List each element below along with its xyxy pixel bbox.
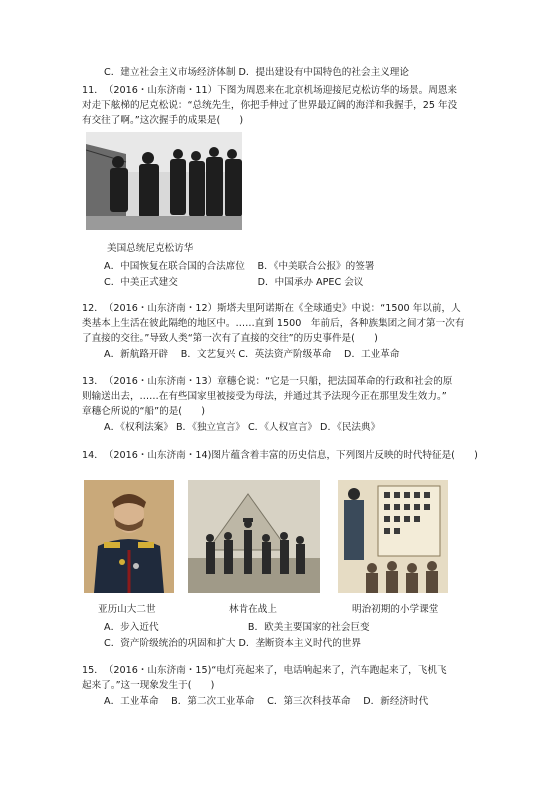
q15-options: A．工业革命 B．第二次工业革命 C．第三次科技革命 D．新经济时代 [104, 696, 429, 707]
meiji-classroom-picture [338, 480, 448, 593]
lincoln-battlefield-photo [188, 480, 320, 593]
q14-option-cd: C．资产阶级统治的巩固和扩大 D．垄断资本主义时代的世界 [104, 638, 361, 649]
q11-option-ab: A．中国恢复在联合国的合法席位 B．《中美联合公报》的签署 [104, 261, 375, 272]
q13-options: A．《权利法案》 B．《独立宣言》 C．《人权宣言》 D．《民法典》 [104, 422, 381, 433]
q12-options: A．新航路开辟 B．文艺复兴 C．英法资产阶级革命 D．工业革命 [104, 349, 400, 360]
q11-option-cd: C．中美正式建交 D．中国承办 APEC 会议 [104, 277, 364, 288]
q12-stem-line-1: 12． （2016・山东济南・12）斯塔夫里阿诺斯在《全球通史》中说：“1500 年以前，人 [82, 303, 461, 314]
q13-stem-line-1: 13． （2016・山东济南・13）章穗仑说：“它是一只船，把法国革命的行政和社会的原 [82, 376, 453, 387]
q14-caption-lincoln: 林肯在战上 [229, 604, 277, 615]
q12-stem-line-3: 了直接的交往。”导致人类“第一次有了直接的交往”的历史事件是( ) [82, 333, 378, 344]
q10-option-cd: C．建立社会主义市场经济体制 D．提出建设有中国特色的社会主义理论 [104, 67, 409, 78]
q14-option-ab: A．步入近代 B．欧美主要国家的社会巨变 [104, 622, 370, 633]
q14-caption-alexander: 亚历山大二世 [98, 604, 156, 615]
q11-stem-line-1: 11． （2016・山东济南・11）下图为周恩来在北京机场迎接尼克松访华的场景。周恩来 [82, 85, 458, 96]
q15-stem-line-1: 15． （2016・山东济南・15)“电灯亮起来了，电话响起来了，汽车跑起来了，飞机飞 [82, 665, 447, 676]
q11-stem-line-2: 对走下舷梯的尼克松说：“总统先生，你把手伸过了世界最辽阔的海洋和我握手，25 年没 [82, 100, 458, 111]
nixon-visit-photo [86, 132, 242, 230]
q14-stem: 14． （2016・山东济南・14)图片蕴含着丰富的历史信息，下列图片反映的时代特征是( ) [82, 450, 478, 461]
q11-photo-caption: 美国总统尼克松访华 [107, 243, 194, 254]
q11-stem-line-3: 有交往了啊。”这次握手的成果是( ) [82, 115, 244, 126]
q12-stem-line-2: 类基本上生活在彼此隔绝的地区中。……直到 1500 年前后，各种族集团之间才第一次有 [82, 318, 465, 329]
q13-stem-line-2: 则输送出去，……在有些国家里被接受为母法，并通过其予法现今正在那里发生效力。” [82, 391, 447, 402]
q13-stem-line-3: 章穗仑所说的“船”的是( ) [82, 406, 205, 417]
alexander-ii-portrait [84, 480, 174, 593]
q14-caption-meiji: 明治初期的小学课堂 [352, 604, 439, 615]
q15-stem-line-2: 起来了。”这一现象发生于( ) [82, 680, 215, 691]
